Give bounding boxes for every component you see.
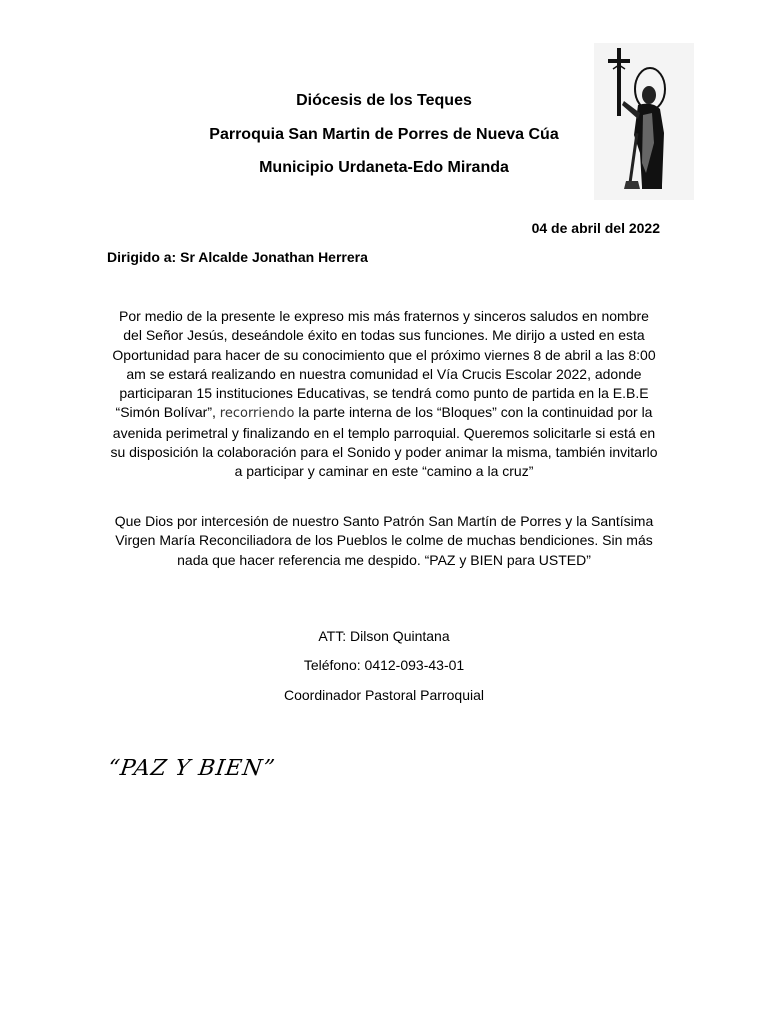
signature-role: Coordinador Pastoral Parroquial	[284, 687, 484, 703]
addressee-line: Dirigido a: Sr Alcalde Jonathan Herrera	[107, 249, 368, 265]
handwritten-motto: “PAZ Y BIEN”	[106, 756, 277, 781]
paragraph1-part2: la parte interna de los “Bloques” con la continuidad por la avenida perimetral y finalizando en el templo parroquial. Queremos solicitarle si está en su disposición la colaboración para el Sonido y poder animar la misma, también invitarlo a participar y caminar en este “camino a la cruz”	[110, 404, 658, 480]
parish-title: Parroquia San Martin de Porres de Nueva Cúa	[209, 126, 559, 143]
municipality-title: Municipio Urdaneta-Edo Miranda	[259, 159, 509, 176]
paragraph1-highlight: recorriendo	[219, 406, 295, 422]
signature-att: ATT: Dilson Quintana	[318, 628, 450, 644]
signature-phone: Teléfono: 0412-093-43-01	[303, 657, 465, 673]
paragraph1-part1: Por medio de la presente le expreso mis más fraternos y sinceros saludos en nombre del Señor Jesús, deseándole éxito en todas sus funciones. Me dirijo a usted en esta Oportunidad para hacer de su conocimiento que el próximo viernes 8 de abril a las 8:00 am se estará realizando en nuestra comunidad el Vía Crucis Escolar 2022, adonde participaran 15 instituciones Educativas, se tendrá como punto de partida en la E.B.E “Simón Bolívar”,	[112, 308, 656, 421]
saint-with-cross-icon	[594, 43, 694, 200]
diocese-title: Diócesis de los Teques	[296, 92, 472, 109]
body-paragraph-1	[110, 307, 658, 482]
body-paragraph-2: Que Dios por intercesión de nuestro Santo Patrón San Martín de Porres y la Santísima Virgen María Reconciliadora de los Pueblos le colme de muchas bendiciones. Sin más nada que hacer referencia me despido. “PAZ y BIEN para USTED”	[114, 513, 654, 568]
letter-date: 04 de abril del 2022	[531, 220, 660, 236]
